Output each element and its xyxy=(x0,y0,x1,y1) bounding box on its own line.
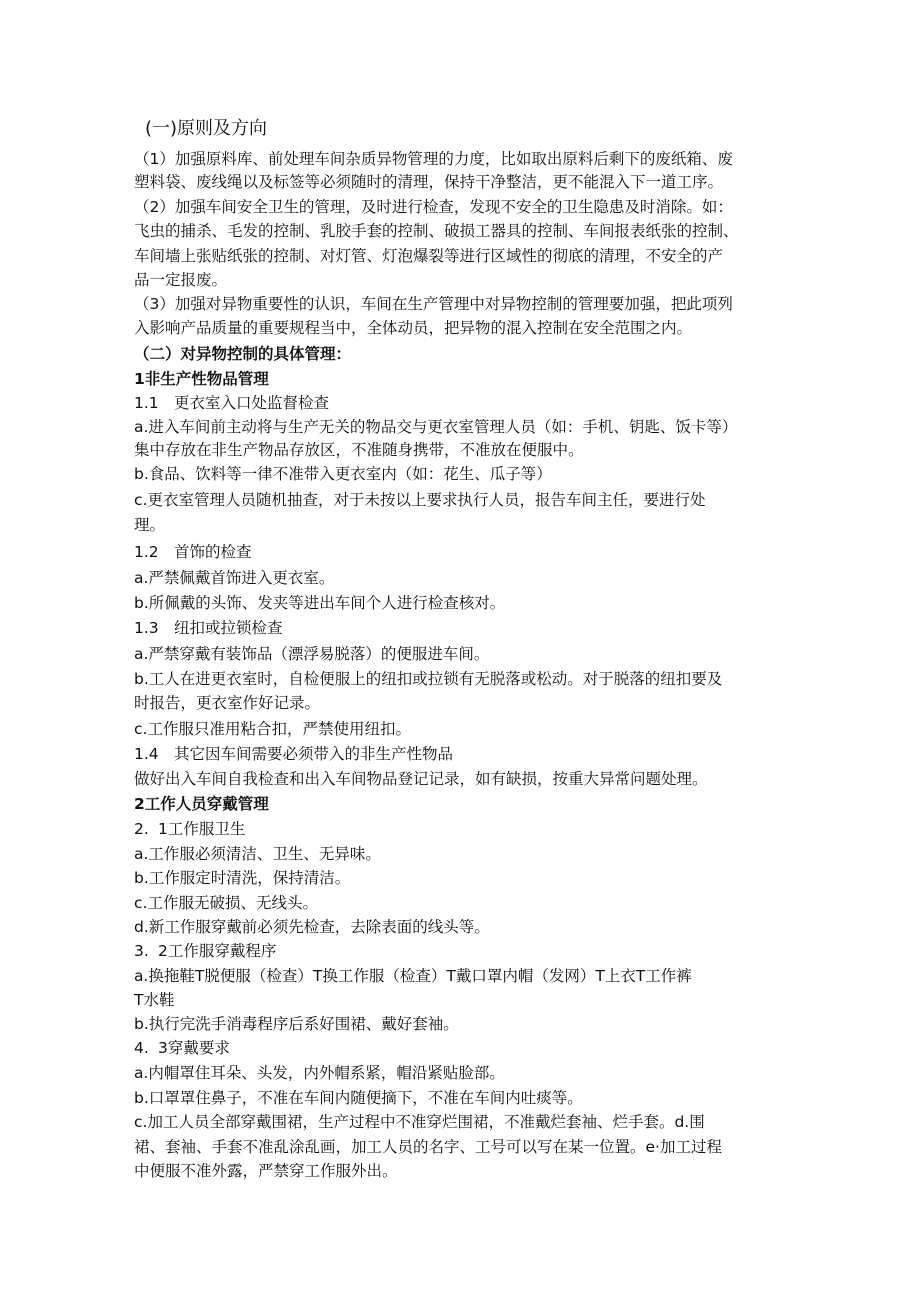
subsection-1-2-title: 首饰的检查 xyxy=(174,543,252,561)
s11-line-3: b.食品、饮料等一律不准带入更衣室内（如：花生、瓜子等） xyxy=(134,465,552,483)
subsection-1-4 xyxy=(134,743,453,765)
s12-line-2: b.所佩戴的头饰、发夹等进出车间个人进行检查核对。 xyxy=(134,594,506,612)
subsection-1-2-number: 1.2 xyxy=(134,543,159,561)
subsection-1-1-title: 更衣室入口处监督检查 xyxy=(174,394,330,412)
s23-line-5: 中便服不准外露，严禁穿工作服外出。 xyxy=(134,1162,398,1180)
subsection-1-1 xyxy=(134,392,329,414)
s23-line-4: 裙、套袖、手套不准乱涂乱画，加工人员的名字、工号可以写在某一位置。e·加工过程 xyxy=(134,1138,722,1156)
principle-3-line-2: 入影响产品质量的重要规程当中，全体动员，把异物的混入控制在安全范围之内。 xyxy=(134,319,693,337)
s11-line-1: a.进入车间前主动将与生产无关的物品交与更衣室管理人员（如：手机、钥匙、饭卡等） xyxy=(134,418,738,436)
s22-line-3: b.执行完洗手消毒程序后系好围裙、戴好套袖。 xyxy=(134,1015,459,1033)
subsection-2-1 xyxy=(134,818,245,840)
subsection-2-2-title: 2工作服穿戴程序 xyxy=(158,942,277,960)
s12-line-1: a.严禁佩戴首饰进入更衣室。 xyxy=(134,569,335,587)
principle-2-line-1: （2）加强车间安全卫生的管理，及时进行检查，发现不安全的卫生隐患及时消除。如： xyxy=(134,198,733,216)
s21-line-2: b.工作服定时清洗，保持清洁。 xyxy=(134,869,351,887)
principle-2-line-2: 飞虫的捕杀、毛发的控制、乳胶手套的控制、破损工器具的控制、车间报表纸张的控制、 xyxy=(134,222,739,240)
s23-line-2: b.口罩罩住鼻子，不准在车间内随便摘下，不准在车间内吐痰等。 xyxy=(134,1089,583,1107)
s11-line-5: 理。 xyxy=(134,516,166,534)
subsection-1-1-number: 1.1 xyxy=(134,394,159,412)
s22-line-2: T水鞋 xyxy=(134,991,175,1009)
s23-line-3: c.加工人员全部穿戴围裙，生产过程中不准穿烂围裙，不准戴烂套袖、烂手套。d.围 xyxy=(134,1113,705,1131)
s13-line-2: b.工人在进更衣室时，自检便服上的纽扣或拉锁有无脱落或松动。对于脱落的纽扣要及 xyxy=(134,670,723,688)
principle-2-line-4: 品一定报废。 xyxy=(134,271,228,289)
part-1-heading: 1非生产性物品管理 xyxy=(134,370,269,388)
subsection-2-3-title: 3穿戴要求 xyxy=(158,1039,230,1057)
s11-line-2: 集中存放在非生产物品存放区，不准随身携带，不准放在便服中。 xyxy=(134,441,584,459)
section-title: (一)原则及方向 xyxy=(145,118,268,139)
subsection-2-2-number: 3. xyxy=(134,942,149,960)
section-2-heading: （二）对异物控制的具体管理： xyxy=(134,345,352,363)
principle-3-line-1: （3）加强对异物重要性的认识，车间在生产管理中对异物控制的管理要加强，把此项列 xyxy=(134,295,733,313)
subsection-1-4-title: 其它因车间需要必须带入的非生产性物品 xyxy=(174,745,454,763)
subsection-2-3-number: 4. xyxy=(134,1039,149,1057)
s13-line-4: c.工作服只准用粘合扣，严禁使用纽扣。 xyxy=(134,720,411,738)
subsection-1-3-number: 1.3 xyxy=(134,619,159,637)
s14-line-1: 做好出入车间自我检查和出入车间物品登记记录，如有缺损，按重大异常问题处理。 xyxy=(134,770,708,788)
s13-line-1: a.严禁穿戴有装饰品（漂浮易脱落）的便服进车间。 xyxy=(134,645,490,663)
subsection-1-4-number: 1.4 xyxy=(134,745,159,763)
s21-line-4: d.新工作服穿戴前必须先检查，去除表面的线头等。 xyxy=(134,918,490,936)
subsection-2-3 xyxy=(134,1037,230,1059)
subsection-2-1-title: 1工作服卫生 xyxy=(158,820,246,838)
s21-line-1: a.工作服必须清洁、卫生、无异味。 xyxy=(134,845,381,863)
s21-line-3: c.工作服无破损、无线头。 xyxy=(134,894,318,912)
subsection-1-3 xyxy=(134,617,283,639)
subsection-2-2 xyxy=(134,940,276,962)
subsection-2-1-number: 2. xyxy=(134,820,149,838)
part-2-heading: 2工作人员穿戴管理 xyxy=(134,795,269,813)
s11-line-4: c.更衣室管理人员随机抽查，对于未按以上要求执行人员，报告车间主任，要进行处 xyxy=(134,491,706,509)
subsection-1-3-title: 纽扣或拉锁检查 xyxy=(174,619,283,637)
s23-line-1: a.内帽罩住耳朵、头发，内外帽系紧，帽沿紧贴脸部。 xyxy=(134,1064,505,1082)
principle-1-line-1: （1）加强原料库、前处理车间杂质异物管理的力度，比如取出原料后剩下的废纸箱、废 xyxy=(134,150,733,168)
s13-line-3: 时报告，更衣室作好记录。 xyxy=(134,694,321,712)
principle-2-line-3: 车间墙上张贴纸张的控制、对灯管、灯泡爆裂等进行区域性的彻底的清理，不安全的产 xyxy=(134,247,724,265)
s22-line-1: a.换拖鞋T脱便服（检查）T换工作服（检查）T戴口罩内帽（发网）T上衣T工作裤 xyxy=(134,967,692,985)
subsection-1-2 xyxy=(134,541,252,563)
principle-1-line-2: 塑料袋、废线绳以及标签等必须随时的清理，保持干净整洁，更不能混入下一道工序。 xyxy=(134,173,724,191)
